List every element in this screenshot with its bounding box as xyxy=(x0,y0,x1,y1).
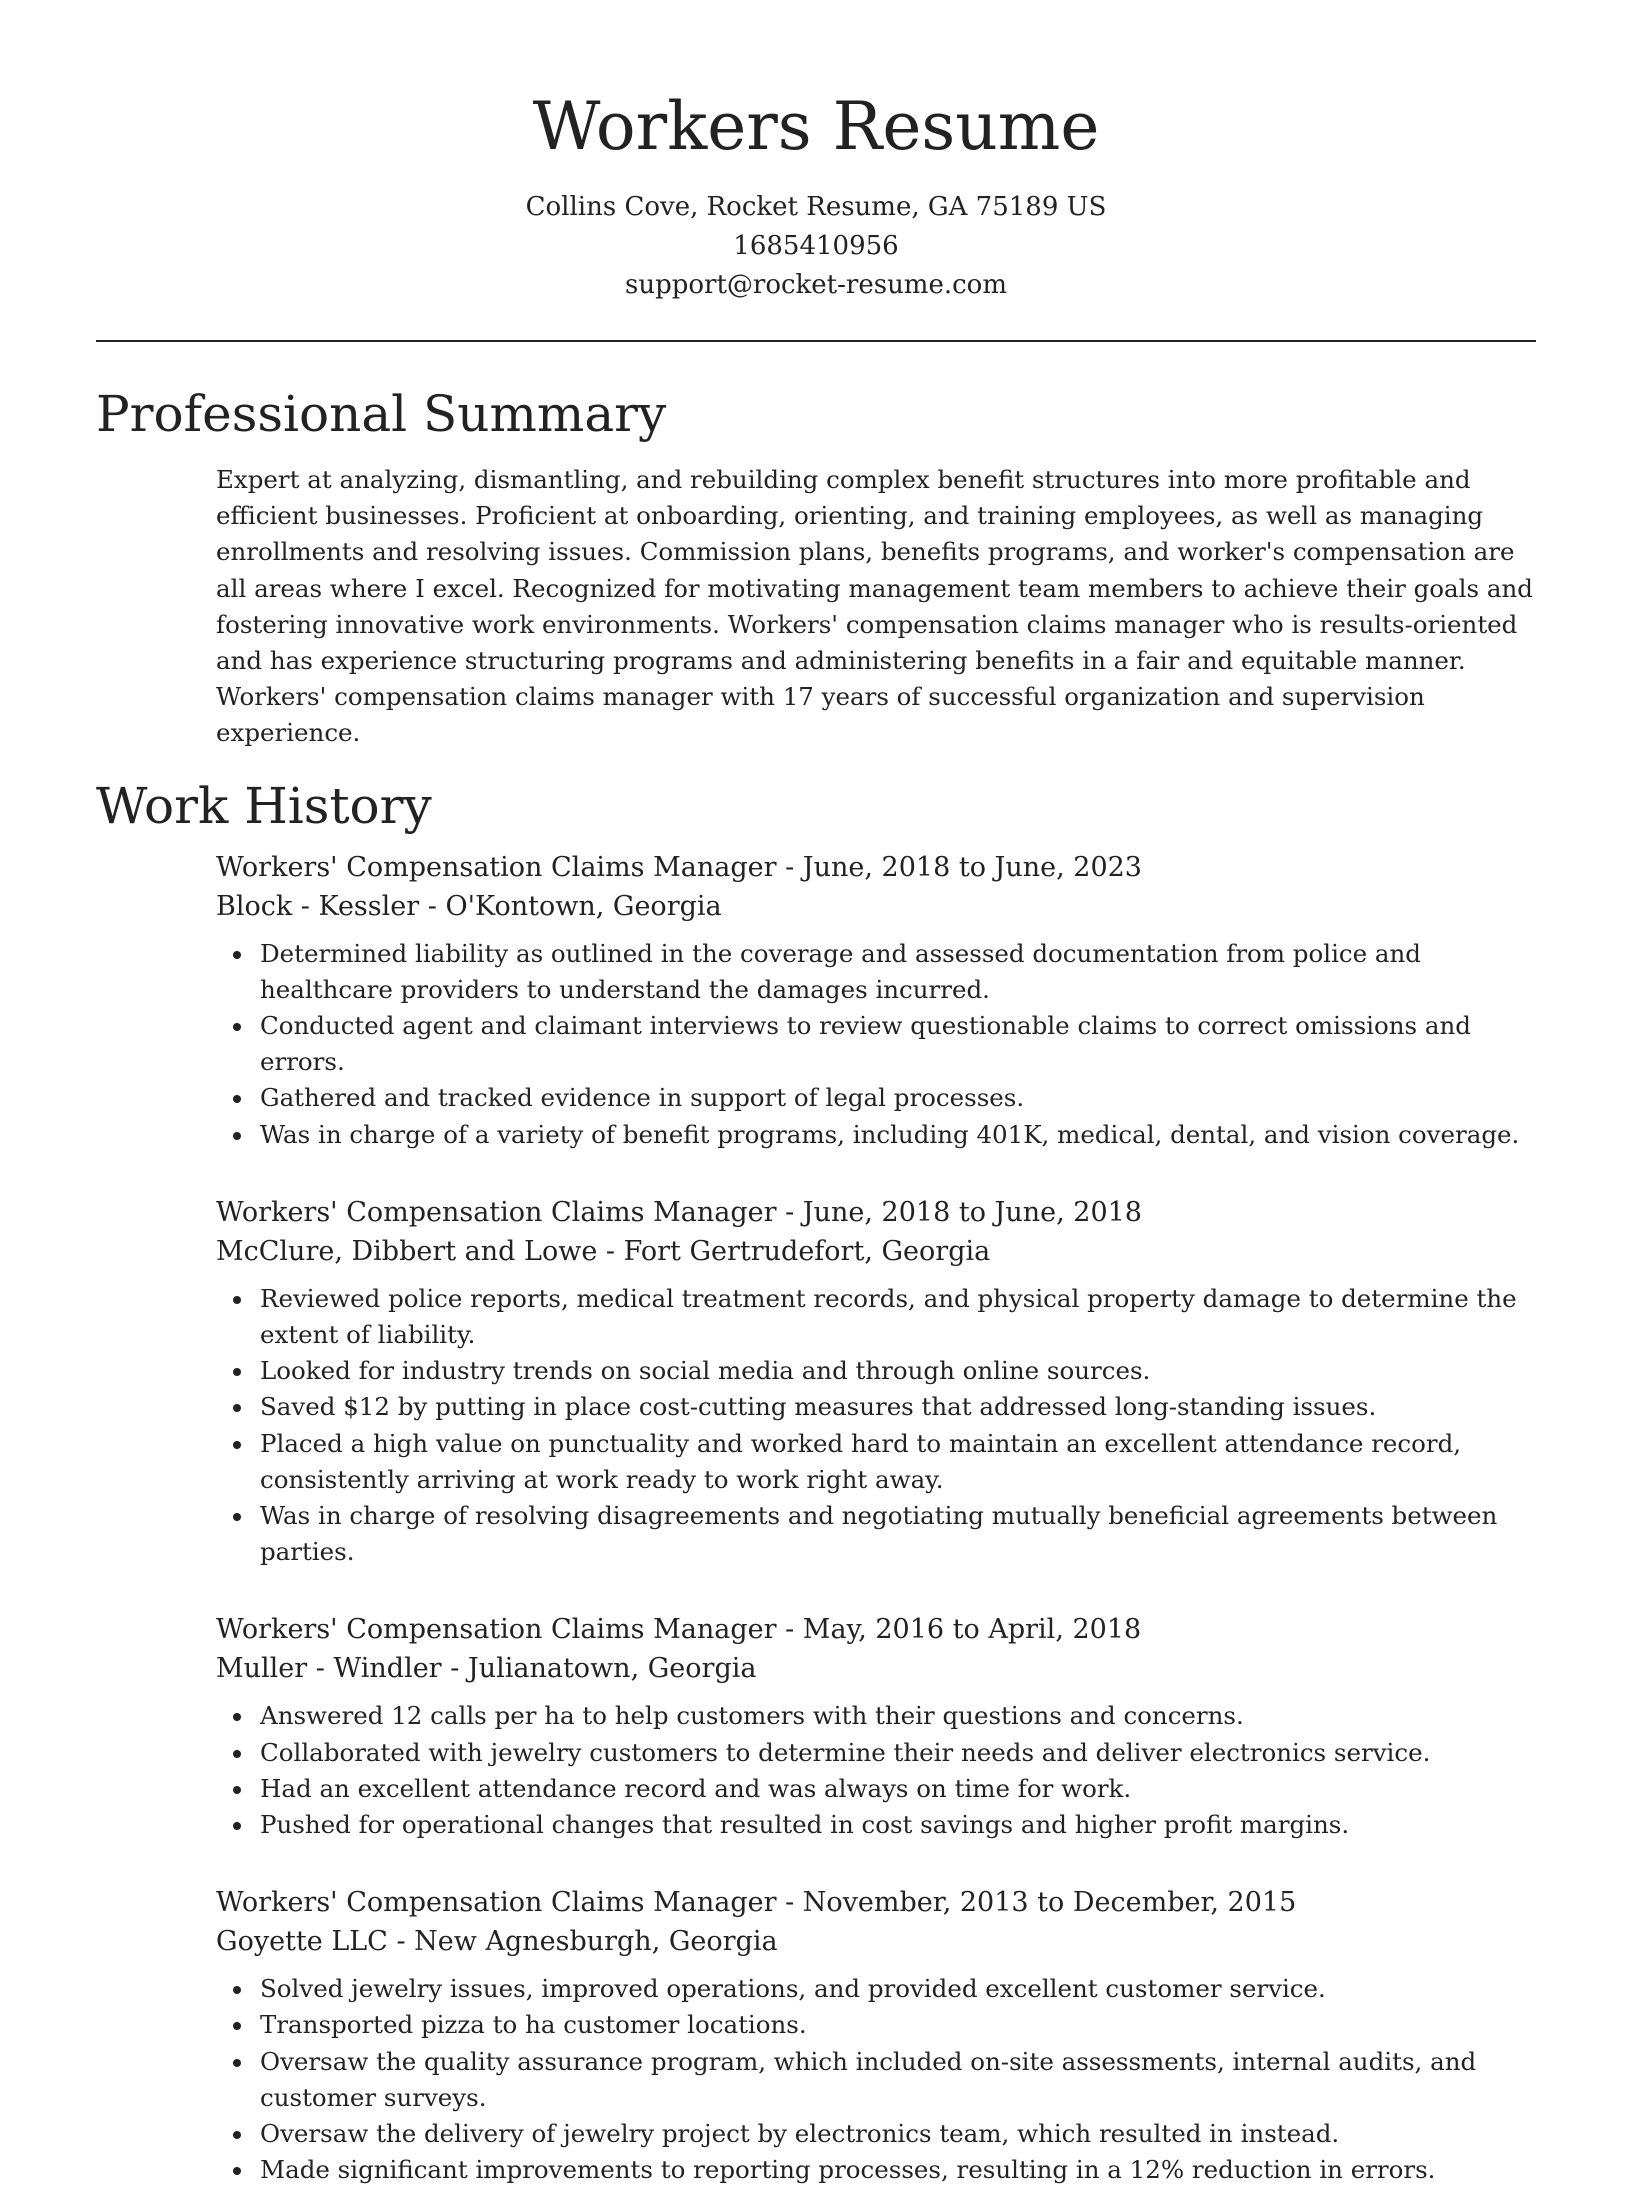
job-bullet: Oversaw the delivery of jewelry project by electronics team, which resulted in instead. xyxy=(260,2116,1536,2152)
job-bullet: Was in charge of resolving disagreements and negotiating mutually beneficial agreements between parties. xyxy=(260,1498,1536,1570)
job-heading xyxy=(216,1193,1536,1232)
contact-address: Collins Cove, Rocket Resume, GA 75189 US xyxy=(525,192,1107,222)
resume-header xyxy=(96,0,1536,305)
job-role: Workers' Compensation Claims Manager xyxy=(216,1887,777,1919)
job-bullet: Solved jewelry issues, improved operations, and provided excellent customer service. xyxy=(260,1971,1536,2007)
job-bullet: Transported pizza to ha customer locations. xyxy=(260,2007,1536,2043)
work-history-list xyxy=(216,848,1536,2189)
job-location: - O'Kontown, Georgia xyxy=(427,890,722,922)
contact-email: support@rocket-resume.com xyxy=(624,270,1007,300)
job-company: Block - Kessler xyxy=(216,890,420,922)
job-role: Workers' Compensation Claims Manager xyxy=(216,1614,777,1646)
resume-page xyxy=(96,0,1536,2189)
job-entry xyxy=(216,1610,1536,1843)
job-company: McClure, Dibbert and Lowe xyxy=(216,1235,598,1267)
summary-section-title: Professional Summary xyxy=(96,385,667,443)
summary-text: Expert at analyzing, dismantling, and rebuilding complex benefit structures into more profitable and efficient businesses. Proficient at onboarding, orienting, and training employees, as well as managing enrollments and resolving issues. Commission plans, benefits programs, and worker's compensation are all areas where I excel. Recognized for motivating management team members to achieve their goals and fostering innovative work environments. Workers' compensation claims manager who is results-oriented and has experience structuring programs and administering benefits in a fair and equitable manner. Workers' compensation claims manager with 17 years of successful organization and supervision experience. xyxy=(216,465,1533,748)
job-bullet-list xyxy=(216,936,1536,1153)
job-role: Workers' Compensation Claims Manager xyxy=(216,1196,777,1228)
job-company-line xyxy=(216,1649,1536,1688)
job-bullet: Looked for industry trends on social media and through online sources. xyxy=(260,1353,1536,1389)
job-bullet: Was in charge of a variety of benefit programs, including 401K, medical, dental, and vision coverage. xyxy=(260,1117,1536,1153)
job-bullet: Conducted agent and claimant interviews to review questionable claims to correct omissions and errors. xyxy=(260,1008,1536,1080)
job-entry xyxy=(216,1193,1536,1571)
job-dates: - November, 2013 to December, 2015 xyxy=(785,1887,1297,1919)
job-company: Muller - Windler xyxy=(216,1653,442,1685)
job-heading xyxy=(216,1883,1536,1922)
job-heading xyxy=(216,848,1536,887)
job-bullet: Pushed for operational changes that resulted in cost savings and higher profit margins. xyxy=(260,1807,1536,1843)
job-dates: - June, 2018 to June, 2023 xyxy=(785,851,1142,883)
job-bullet: Oversaw the quality assurance program, which included on-site assessments, internal audits, and customer surveys. xyxy=(260,2044,1536,2116)
job-role: Workers' Compensation Claims Manager xyxy=(216,851,777,883)
job-bullet: Answered 12 calls per ha to help customers with their questions and concerns. xyxy=(260,1698,1536,1734)
job-location: - Julianatown, Georgia xyxy=(450,1653,757,1685)
job-bullet-list xyxy=(216,1281,1536,1571)
work-history-section-title: Work History xyxy=(96,776,432,835)
job-dates: - May, 2016 to April, 2018 xyxy=(785,1614,1142,1646)
job-bullet: Placed a high value on punctuality and worked hard to maintain an excellent attendance record, consistently arriving at work ready to work right away. xyxy=(260,1426,1536,1498)
job-bullet: Determined liability as outlined in the coverage and assessed documentation from police and healthcare providers to understand the damages incurred. xyxy=(260,936,1536,1008)
header-divider xyxy=(96,340,1536,342)
contact-block xyxy=(96,188,1536,305)
resume-name: Workers Resume xyxy=(532,88,1100,165)
job-bullet: Gathered and tracked evidence in support of legal processes. xyxy=(260,1080,1536,1116)
job-bullet-list xyxy=(216,1971,1536,2188)
job-bullet-list xyxy=(216,1698,1536,1843)
job-bullet: Reviewed police reports, medical treatment records, and physical property damage to determine the extent of liability. xyxy=(260,1281,1536,1353)
job-bullet: Saved $12 by putting in place cost-cutting measures that addressed long-standing issues. xyxy=(260,1389,1536,1425)
job-dates: - June, 2018 to June, 2018 xyxy=(785,1196,1142,1228)
job-bullet: Made significant improvements to reporting processes, resulting in a 12% reduction in errors. xyxy=(260,2152,1536,2188)
job-entry xyxy=(216,1883,1536,2188)
job-company-line xyxy=(216,887,1536,926)
job-location: - New Agnesburgh, Georgia xyxy=(396,1926,778,1958)
job-company-line xyxy=(216,1232,1536,1271)
job-entry xyxy=(216,848,1536,1153)
job-bullet: Collaborated with jewelry customers to determine their needs and deliver electronics service. xyxy=(260,1735,1536,1771)
job-company: Goyette LLC xyxy=(216,1926,388,1958)
job-location: - Fort Gertrudefort, Georgia xyxy=(605,1235,991,1267)
job-bullet: Had an excellent attendance record and was always on time for work. xyxy=(260,1771,1536,1807)
contact-phone: 1685410956 xyxy=(733,231,899,261)
job-heading xyxy=(216,1610,1536,1649)
job-company-line xyxy=(216,1922,1536,1961)
